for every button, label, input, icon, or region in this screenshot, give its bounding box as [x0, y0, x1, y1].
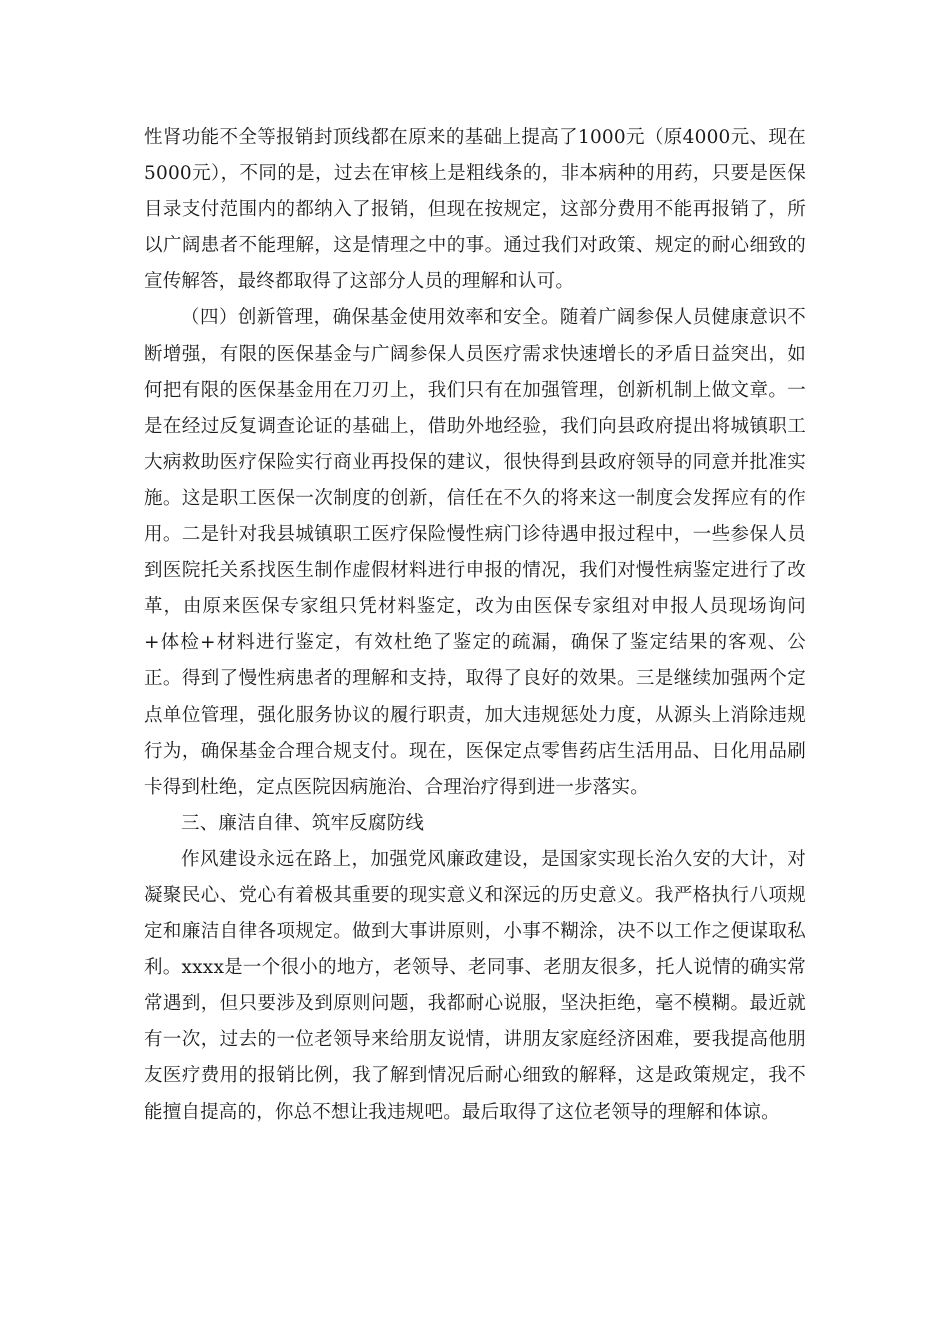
- paragraph-work-style: 作风建设永远在路上，加强党风廉政建设，是国家实现长治久安的大计，对凝聚民心、党心有着极其重要的现实意义和深远的历史意义。我严格执行八项规定和廉洁自律各项规定。做到大事讲原则，小事不糊涂，决不以工作之便谋取私利。xxxx是一个很小的地方，老领导、老同事、老朋友很多，托人说情的确实常常遇到，但只要涉及到原则问题，我都耐心说服，坚決拒绝，毫不模糊。最近就有一次，过去的一位老领导来给朋友说情，讲朋友家庭经济困难，要我提高他朋友医疗费用的报销比例，我了解到情况后耐心细致的解释，这是政策规定，我不能擅自提高的，你总不想让我违规吧。最后取得了这位老领导的理解和体谅。: [144, 848, 806, 1123]
- document-body: [144, 120, 806, 1131]
- section-heading-integrity: 三、廉洁自律、筑牢反腐防线: [181, 812, 425, 834]
- paragraph-continuation: 性肾功能不全等报销封顶线都在原来的基础上提高了1000元（原4000元、现在5000元），不同的是，过去在审核上是粗线条的，非本病种的用药，只要是医保目录支付范围内的都纳入了报销，但现在按规定，这部分费用不能再报销了，所以广阔患者不能理解，这是情理之中的事。通过我们对政策、规定的耐心细致的宣传解答，最终都取得了这部分人员的理解和认可。: [144, 127, 806, 293]
- paragraph-innovation-management: （四）创新管理，确保基金使用效率和安全。随着广阔参保人员健康意识不断增强，有限的医保基金与广阔参保人员医疗需求快速增长的矛盾日益突出，如何把有限的医保基金用在刀刃上，我们只有在加强管理，创新机制上做文章。一是在经过反复调查论证的基础上，借助外地经验，我们向县政府提出将城镇职工大病救助医疗保险实行商业再投保的建议，很快得到县政府领导的同意并批准实施。这是职工医保一次制度的创新，信任在不久的将来这一制度会发挥应有的作用。二是针对我县城镇职工医疗保险慢性病门诊待遇申报过程中，一些参保人员到医院托关系找医生制作虚假材料进行申报的情况，我们对慢性病鉴定进行了改革，由原来医保专家组只凭材料鉴定，改为由医保专家组对申报人员现场询问+体检+材料进行鉴定，有效杜绝了鉴定的疏漏，确保了鉴定结果的客观、公正。得到了慢性病患者的理解和支持，取得了良好的效果。三是继续加强两个定点单位管理，强化服务协议的履行职责，加大违规惩处力度，从源头上消除违规行为，确保基金合理合规支付。现在，医保定点零售药店生活用品、日化用品刷卡得到杜绝，定点医院因病施治、合理治疗得到进一步落实。: [144, 307, 806, 798]
